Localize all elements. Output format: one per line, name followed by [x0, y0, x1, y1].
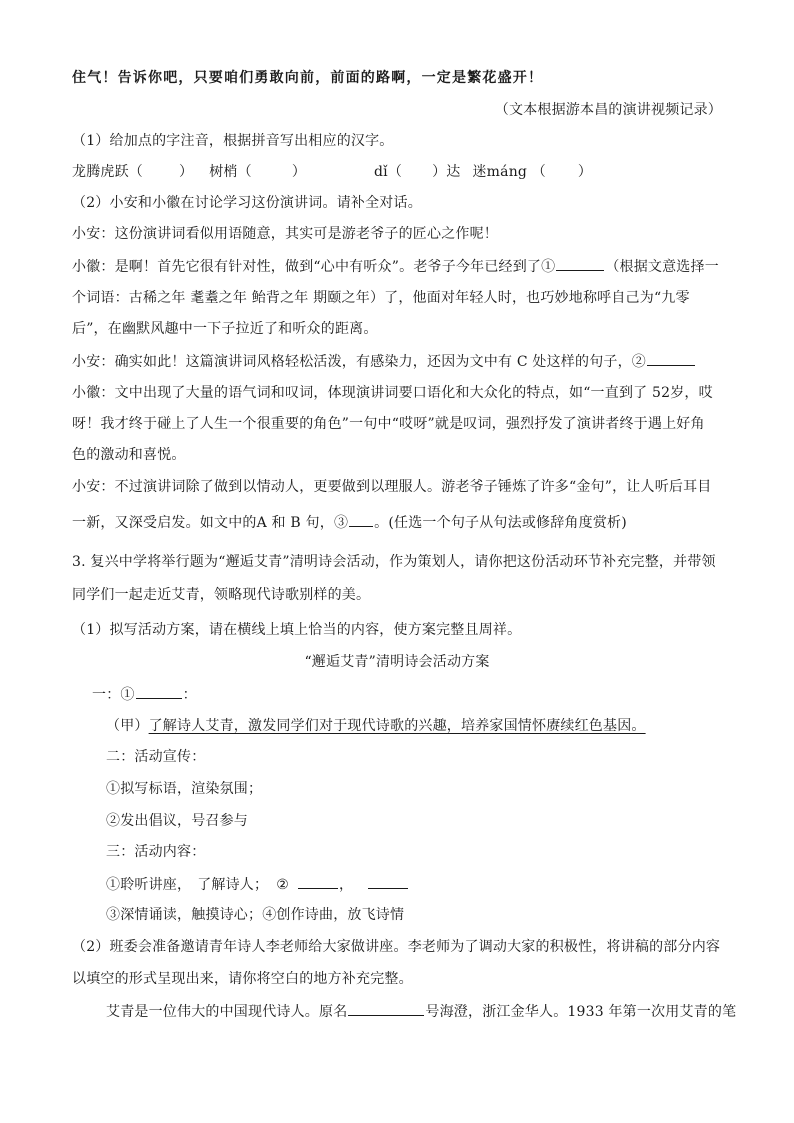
pinyin-row: 龙腾虎跃（ ） 树梢（ ） dǐ（ ）达 迷máng （ ） [72, 164, 593, 180]
pinyin-item-2: 树梢（ [209, 164, 252, 180]
text-line-1: 住气！告诉你吧，只要咱们勇敢向前，前面的路啊，一定是繁花盛开！ [72, 70, 544, 86]
dialogue-line: 小徽：是啊！首先它很有针对性，做到“心中有听众”。老爷子今年已经到了① （根据文意选择一 [72, 256, 719, 277]
question-3-prompt-cont: 同学们一起走近艾青，领略现代诗歌别样的美。 [72, 587, 371, 603]
dialogue-line: 一新，又深受启发。如文中的A 和 B 句，③ 。(任选一个句子从句法或修辞角度赏析) [72, 512, 627, 533]
dialogue-line: 个词语：古稀之年 耄耋之年 鲐背之年 期颐之年）了，他面对年轻人时，也巧妙地称呼自己为“九零 [72, 290, 690, 306]
lecture-text: 艾青是一位伟大的中国现代诗人。原名 号海澄，浙江金华人。1933 年第一次用艾青的笔 [106, 1001, 736, 1022]
dialogue-line: 小安：这份演讲词看似用语随意，其实可是游老爷子的匠心之作呢！ [72, 226, 498, 242]
plan-section-3: 三：活动内容： [106, 844, 206, 860]
plan-goal: （甲）了解诗人艾青，激发同学们对于现代诗歌的兴趣，培养家国情怀赓续红色基因。 [106, 718, 646, 734]
answer-blank-2[interactable] [647, 351, 695, 366]
plan-item: ①拟写标语，渲染氛围； [106, 781, 263, 797]
dialogue-line: 色的激动和喜悦。 [72, 447, 186, 463]
sub-question-1-prompt: （1）拟写活动方案，请在横线上填上恰当的内容，使方案完整且周祥。 [72, 622, 522, 638]
lecture-blank-1[interactable] [348, 1001, 424, 1016]
sub-question-2-prompt-cont: 以填空的形式呈现出来，请你将空白的地方补充完整。 [72, 971, 413, 987]
answer-blank-3[interactable] [349, 512, 373, 527]
plan-title: “邂逅艾青”清明诗会活动方案 [304, 654, 490, 670]
dialogue-line: 小安：确实如此！这篇演讲词风格轻松活泼，有感染力，还因为文中有 C 处这样的句子，② [72, 351, 696, 372]
source-note: （文本根据游本昌的演讲视频记录） [494, 102, 722, 118]
dialogue-line: 呀！我才终于碰上了人生一个很重要的角色”一句中“哎呀”就是叹词，强烈抒发了演讲者终于遇上好角 [72, 416, 705, 432]
plan-section-2: 二：活动宣传： [106, 749, 206, 765]
plan-item: ①聆听讲座， 了解诗人； ② ， [106, 874, 409, 895]
plan-item: ②发出倡议，号召参与 [106, 813, 248, 829]
plan-blank-3[interactable] [368, 874, 408, 889]
dialogue-line: 小徽：文中出现了大量的语气词和叹词，体现演讲词要口语化和大众化的特点，如“一直到了 52岁，哎 [72, 385, 713, 401]
pinyin-item-1: 龙腾虎跃（ [72, 164, 143, 180]
plan-blank-2[interactable] [298, 874, 338, 889]
question-1-prompt: （1）给加点的字注音，根据拼音写出相应的汉字。 [72, 133, 394, 149]
dialogue-line: 后”，在幽默风趣中一下子拉近了和听众的距离。 [72, 321, 378, 337]
question-2-prompt: （2）小安和小徽在讨论学习这份演讲词。请补全对话。 [72, 195, 422, 211]
plan-blank-1[interactable] [136, 684, 182, 699]
plan-item: ③深情诵读，触摸诗心；④创作诗曲，放飞诗情 [106, 907, 405, 923]
dialogue-line: 小安：不过演讲词除了做到以情动人，更要做到以理服人。游老爷子锤炼了许多“金句”，让人听后耳目 [72, 479, 712, 495]
pinyin-item-4: 迷máng （ [472, 164, 546, 180]
plan-section-1: 一：① ： [92, 684, 197, 705]
question-3-prompt: 3. 复兴中学将举行题为“邂逅艾青”清明诗会活动，作为策划人，请你把这份活动环节补充完整，并带领 [72, 554, 716, 570]
sub-question-2-prompt: （2）班委会准备邀请青年诗人李老师给大家做讲座。李老师为了调动大家的积极性，将讲稿的部分内容 [72, 939, 721, 955]
pinyin-item-3: dǐ（ [374, 164, 403, 180]
answer-blank-1[interactable] [556, 256, 604, 271]
